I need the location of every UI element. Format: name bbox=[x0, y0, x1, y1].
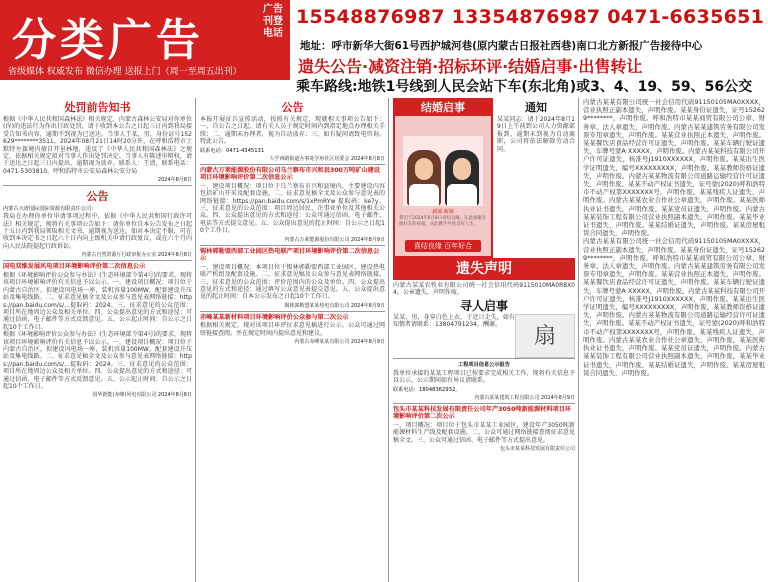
divider bbox=[3, 260, 192, 261]
phone-numbers: 15548876987 13354876987 0471-6635651 bbox=[296, 6, 765, 28]
lost-notice: 内蒙古某某农牧业有限公司统一社会信用代码9115010MA0R8X04，公章遗失，声明作废。 bbox=[393, 282, 575, 297]
notice-heading: 国电双维发展风电项目环境影响评价第二次信息公示 bbox=[3, 263, 146, 271]
section-title: 处罚前告知书 bbox=[64, 101, 131, 114]
bride-figure bbox=[407, 150, 441, 206]
section-title: 通知 bbox=[525, 101, 547, 114]
notice-signature: 锡林郭勒盟某某热电有限公司 2024年8月9日 bbox=[284, 302, 385, 309]
column-4 bbox=[580, 98, 768, 582]
notice-signature: 内蒙古自然资源厅行政审批办公室 2024年8月8日 bbox=[81, 252, 192, 259]
bride-dress bbox=[409, 184, 439, 206]
fan-image: 扇 bbox=[515, 314, 575, 358]
bride-face bbox=[415, 158, 433, 180]
divider bbox=[200, 311, 385, 312]
notice-body: 我局在办理你单位申请事项过程中，依据《中华人民共和国行政许可法》相关规定，现将有关事项公告如下：请你单位自本公告发布之日起十五日内到我局领取相关文书，逾期视为送达。如对本决定不服，可在收到本决定书之日起六十日内向上级机关申请行政复议，或在六个月内向人民法院提起行政诉讼。 bbox=[3, 213, 192, 250]
notice-signature: 2024年8月8日 bbox=[157, 177, 192, 184]
missing-person-text: 某某，男，身穿白色上衣，于近日走失，如有知情者请联系：13804791234，酬谢。 bbox=[393, 313, 515, 329]
notice-signature: 内蒙古赤峰某某有限公司 2024年8月9日 bbox=[294, 339, 385, 346]
column-1 bbox=[0, 98, 196, 582]
groom-face bbox=[453, 158, 471, 180]
notice-heading: 包头市某某科技发展有限责任公司年产3050吨新能源材料项目环境影响评价第二次公示 bbox=[393, 405, 572, 421]
notice-body: 根据相关规定，现对该项目环评征求意见稿进行公示，公众可通过网络链接查阅，并在规定时间内提出意见和建议。 bbox=[200, 322, 385, 337]
notice-body: 根据《环境影响评价公众参与办法》(生态环境部令第4号)的要求，现将该项目环境影响评价有关信息予以公示。一、建设项目概况：项目位于内蒙古自治区，拟建设风电场一座，装机容量100MW，配套建设升压站及集电线路。二、征求意见稿全文及公众参与意见表网络链接：https://pan.baidu.com/s/...提取码：2024。三、征求意见的公众范围：项目所在地周边公众及相关单位。四、公众提出意见的方式和途径：可通过信函、电子邮件等方式反馈意见。五、公示起止时间：自公示之日起10个工作日。 bbox=[3, 331, 192, 390]
divider bbox=[200, 245, 385, 246]
section-title: 公告 bbox=[86, 190, 109, 204]
couple-photo bbox=[403, 136, 483, 206]
notice-body: 我单位承接的某某工程项目已按要求完成相关工作，现将有关信息予以公示，公示期间如有异议请联系。 bbox=[393, 369, 575, 385]
contact-line: 联系电话：18048362932。 bbox=[393, 386, 461, 393]
notice-body: 一、项目概况：项目位于包头市某某工业园区，建设年产3050吨新能源材料生产线及配套设施。二、公众可通过网络链接查阅征求意见稿全文。三、公众可通过信函、电子邮件等方式提出意见。 bbox=[393, 421, 575, 444]
notice-body: 某某同志：请于2024年8月19日上午前到公司人力资源部报到，逾期未到视为自动离职，公司将依法解除劳动合同。 bbox=[497, 116, 575, 153]
groom-figure bbox=[445, 150, 479, 206]
brand-slogan: 省级媒体 权威发布 微信办理 送报上门（周一至周五出刊） bbox=[8, 67, 242, 77]
notice-heading: 工程项目信息公示报告 bbox=[458, 361, 510, 368]
missing-person-title: 寻人启事 bbox=[459, 298, 508, 313]
notice-addressee: 内蒙古大唐国际国际资源有限责任公司： bbox=[3, 206, 97, 213]
notice-body: 一、建设项目概况：项目位于乌兰察布市兴和县境内，主要建设内容包括矿山开采及配套设施。二、征求意见稿全文及公众参与意见表的网络链接：https://pan.baidu.com/s/1xPmRYw 提取码：ke7y。三、征求意见的公众范围：项目周边居民、企事业单位及其他相关公众。四、公众提出意见的方式和途径：公众可通过信函、电子邮件、电话等方式提交意见。五、公众提出意见的起止时间：自公示之日起10个工作日。 bbox=[200, 182, 385, 235]
lost-declarations-list: 内蒙古某某有限公司统一社会信用代码91150105MA0XXXX，营业执照正副本遗失，声明作废。某某身份证遗失，证号152629********，声明作废。呼和浩特市某某商贸有限公司公章、财务章、法人章遗失，声明作废。内蒙古某某建筑劳务有限公司发票专用章遗失，声明作废。某某营业执照正本遗失，声明作废。某某餐饮店食品经营许可证遗失，声明作废。某某车辆行驶证遗失，车牌号蒙A·XXXXX，声明作废。内蒙古某某科技有限公司开户许可证遗失，核准号J1910XXXXXX，声明作废。某某出生医学证明遗失，编号XXXXXXXXX，声明作废。某某教师资格证遗失，声明作废。内蒙古某某物流有限公司道路运输经营许可证遗失，声明作废。某某不动产权证书遗失，证号蒙(2020)呼和浩特市不动产权第XXXXXXX号，声明作废。某某残疾人证遗失，声明作废。内蒙古某某农业合作社公章遗失，声明作废。某某医师执业证书遗失，声明作废。某某党员证遗失，声明作废。内蒙古某某装饰工程有限公司营业执照副本遗失，声明作废。某某毕业证书遗失，声明作废。某某结婚证遗失，声明作废。某某房屋租赁合同遗失，声明作废。 bbox=[583, 237, 765, 377]
ad-header bbox=[0, 0, 768, 96]
divider bbox=[393, 403, 575, 404]
lost-declaration-banner: 遗失声明 bbox=[393, 258, 575, 280]
wedding-banner: 喜结良缘 百年好合 bbox=[405, 240, 481, 252]
section-title: 公告 bbox=[281, 101, 304, 114]
side-label: 广告刊登电话 bbox=[263, 4, 283, 39]
divider bbox=[3, 185, 192, 186]
wedding-text: 我们于2024年8月8日喜结良缘，在此感谢亲朋好友的祝福，从此携手共度美好人生。 bbox=[399, 216, 487, 227]
notice-signature: 内蒙古万莱能源股份有限公司 2024年8月9日 bbox=[284, 236, 385, 243]
notice-heading: 赤峰某某新材料项目环境影响评价公众参与第二次公示 bbox=[200, 313, 349, 321]
lost-declarations-list: 内蒙古某某有限公司统一社会信用代码91150105MA0XXXX，营业执照正副本遗失，声明作废。某某身份证遗失，证号152629********，声明作废。呼和浩特市某某商贸有限公司公章、财务章、法人章遗失，声明作废。内蒙古某某建筑劳务有限公司发票专用章遗失，声明作废。某某营业执照正本遗失，声明作废。某某餐饮店食品经营许可证遗失，声明作废。某某车辆行驶证遗失，车牌号蒙A·XXXXX，声明作废。内蒙古某某科技有限公司开户许可证遗失，核准号J1910XXXXXX，声明作废。某某出生医学证明遗失，编号XXXXXXXXX，声明作废。某某教师资格证遗失，声明作废。内蒙古某某物流有限公司道路运输经营许可证遗失，声明作废。某某不动产权证书遗失，证号蒙(2020)呼和浩特市不动产权第XXXXXXX号，声明作废。某某残疾人证遗失，声明作废。内蒙古某某农业合作社公章遗失，声明作废。某某医师执业证书遗失，声明作废。某某党员证遗失，声明作废。内蒙古某某装饰工程有限公司营业执照副本遗失，声明作废。某某毕业证书遗失，声明作废。某某结婚证遗失，声明作废。某某房屋租赁合同遗失，声明作废。 bbox=[583, 98, 765, 238]
notice-signature: 包头市某某科技发展有限责任公司 bbox=[499, 446, 575, 453]
notice-heading: 锡林郭勒盟西部工业园区热电联产项目环境影响评价第二次信息公示 bbox=[200, 247, 380, 263]
contact-line: 联系电话：0471-4345131 bbox=[200, 147, 265, 154]
notice-signature: 内蒙古某某建筑工程有限公司 2024年8月9日 bbox=[474, 394, 575, 401]
notice-heading: 内蒙古万莱能源股份有限公司乌兰察布市兴和县300万吨矿山建设项目环境影响评价第二次信息公示 bbox=[200, 166, 380, 182]
couple-names: 新郎·新娘 bbox=[432, 209, 454, 215]
notice-body: 根据《中华人民共和国森林法》相关规定，内蒙古森林公安局对你单位(你)的违法行为作出行政处罚，请于收到本公告之日起三日内到我局接受告知书内容，逾期不到视为已送达。当事人王某，男，身份证号152629********3511，2024年08月21日14时20分许，在呼和浩特市土默特左旗境内擅自开垦林地，违反了《中华人民共和国森林法》之规定，依据相关规定拟对当事人作出处罚决定。当事人有陈述申辩权，请于送达之日起三日内提出，逾期视为放弃。联系人：王清，联系电话：0471-5303810。呼和浩特市公安局森林公安分局 bbox=[3, 116, 192, 175]
brand-block bbox=[0, 0, 290, 80]
notice-body: 本报开展征兵宣传活动，按照有关规定，现就相关事项公告如下：一、自公告之日起，请有关人员于规定时间内到指定地点办理相关手续；二、逾期未办理者，视为自动放弃；三、如有疑问请致电咨询。特此公告。 bbox=[200, 116, 385, 146]
notice-body: 一、建设项目概况：本项目位于锡林郭勒盟西部工业园区，建设热电联产机组及配套设施。二、征求意见稿及公众参与意见表网络链接。三、征求意见的公众范围：评价范围内的公众及单位。四、公众提出意见的方式和途径：通过填写公众意见表提交意见。五、公众提出意见的起止时间：自本公示发布之日起10个工作日。 bbox=[200, 263, 385, 301]
notice-body: 根据《环境影响评价公众参与办法》(生态环境部令第4号)的要求，现将该项目环境影响评价有关信息予以公示。一、建设项目概况：项目位于内蒙古自治区，拟建设风电场一座，装机容量100MW，配套建设升压站及集电线路。二、征求意见稿全文及公众参与意见表网络链接：https://pan.baidu.com/s/...提取码：2024。三、征求意见的公众范围：项目所在地周边公众及相关单位。四、公众提出意见的方式和途径：可通过信函、电子邮件等方式反馈意见。五、公示起止时间：自公示之日起10个工作日。 bbox=[3, 271, 192, 331]
divider bbox=[200, 164, 385, 165]
notice-box bbox=[497, 98, 575, 153]
route-line: 乘车路线:地铁1号线到人民会站下车(东北角)或3、4、19、59、56公交 bbox=[296, 79, 753, 95]
category-line: 遗失公告·减资注销·招标环评·结婚启事·出售转让 bbox=[298, 57, 643, 76]
groom-shirt bbox=[447, 184, 477, 206]
notice-signature: 国华新能(赤峰)风电有限公司 2024年8月8日 bbox=[92, 392, 192, 399]
wedding-title: 结婚启事 bbox=[395, 100, 491, 116]
brand-title: 分类广告 bbox=[12, 15, 204, 66]
column-2 bbox=[197, 98, 389, 582]
column-3 bbox=[390, 98, 579, 582]
address-line: 地址：呼市新华大街61号西护城河巷(原内蒙古日报社西巷)南口北方新报广告接待中心 bbox=[300, 40, 703, 52]
notice-signature: 大学西路街道办事处学府社区居委会 2024年8月8日 bbox=[269, 155, 385, 162]
wedding-announcement bbox=[393, 98, 493, 258]
